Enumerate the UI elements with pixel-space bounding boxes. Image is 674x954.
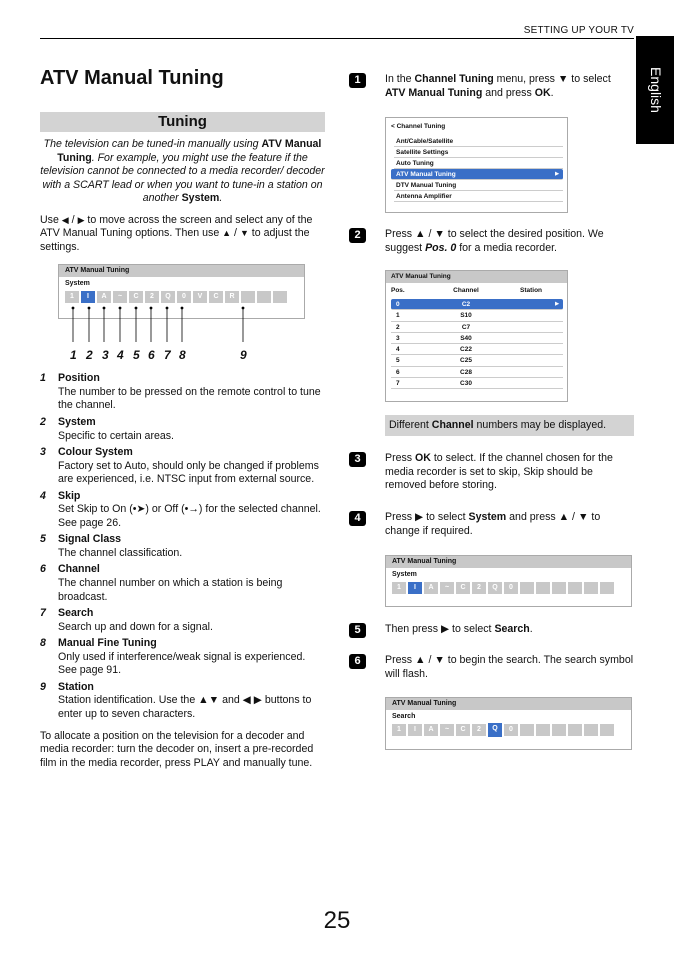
osd-cell: A xyxy=(424,724,438,736)
table-row[interactable]: 1 S10 xyxy=(391,310,563,321)
item-desc: Specific to certain areas. xyxy=(58,429,174,442)
item-desc: Factory set to Auto, should only be changed if problems are experienced, i.e. NTSC input from external source. xyxy=(58,459,319,486)
table-row[interactable]: 0 C2 ▶ xyxy=(391,299,563,310)
step-5 xyxy=(349,623,634,637)
item-title: Channel xyxy=(58,563,100,576)
callout-number: 3 xyxy=(102,348,109,363)
osd-cell xyxy=(552,582,566,594)
item-title: System xyxy=(58,416,96,429)
osd-cell: ~ xyxy=(113,291,127,303)
list-item xyxy=(40,563,325,604)
position-table xyxy=(385,270,568,402)
osd-cell xyxy=(536,724,550,736)
list-item xyxy=(40,637,325,678)
table-row[interactable]: 3 S40 xyxy=(391,333,563,344)
item-number: 3 xyxy=(40,446,46,459)
item-desc: Station identification. Use the ▲▼ and ◀ ▶ buttons to enter up to seven characters. xyxy=(58,694,312,720)
osd-cell: V xyxy=(193,291,207,303)
item-title: Position xyxy=(58,372,100,385)
intro-paragraph: The television can be tuned-in manually using ATV Manual Tuning. For example, you might use the feature if the television cannot be connected to a media recorder/ decoder with a SCART lead or when you want to tune-in a station on another System. xyxy=(40,138,325,205)
osd-system xyxy=(385,555,632,607)
step-2 xyxy=(349,228,634,255)
step-text: Press OK to select. If the channel chosen for the media recorder is set to skip, Skip should be removed before storing. xyxy=(385,452,613,492)
osd-cell: C xyxy=(209,291,223,303)
osd-cell: I xyxy=(408,724,422,736)
step-badge: 4 xyxy=(349,511,366,526)
osd-cell: R xyxy=(225,291,239,303)
step-1 xyxy=(349,73,634,100)
table-row[interactable]: 7 C30 xyxy=(391,378,563,389)
item-number: 1 xyxy=(40,372,46,385)
page-title: ATV Manual Tuning xyxy=(40,67,224,89)
header-section: SETTING UP YOUR TV xyxy=(523,25,634,36)
osd-cell: Q xyxy=(488,723,502,737)
step-badge: 5 xyxy=(349,623,366,638)
item-number: 2 xyxy=(40,416,46,429)
step-4 xyxy=(349,511,634,538)
osd-cell: 0 xyxy=(504,724,518,736)
up-arrow-icon: ▲ xyxy=(222,228,232,239)
callout-number: 7 xyxy=(164,348,171,363)
section-title: Tuning xyxy=(40,112,325,132)
item-number: 9 xyxy=(40,680,46,693)
step-text: In the Channel Tuning menu, press ▼ to select ATV Manual Tuning and press OK. xyxy=(385,73,611,99)
osd-cell: A xyxy=(97,291,111,303)
osd-cell: Q xyxy=(161,291,175,303)
osd-cell xyxy=(520,724,534,736)
table-title: ATV Manual Tuning xyxy=(386,271,567,283)
osd-label: System xyxy=(65,280,90,288)
callout-number: 1 xyxy=(70,348,77,363)
osd-cell: A xyxy=(424,582,438,594)
osd-cell xyxy=(584,724,598,736)
osd-cell xyxy=(536,582,550,594)
osd-search xyxy=(385,697,632,750)
use-paragraph: Use ◀ / ▶ to move across the screen and select any of the ATV Manual Tuning options. Then use ▲ / ▼ to adjust the settings. xyxy=(40,213,313,253)
osd-cell: 1 xyxy=(65,291,79,303)
language-tab xyxy=(636,36,674,144)
left-column xyxy=(40,66,325,770)
item-title: Search xyxy=(58,607,94,620)
channel-note: Different Channel numbers may be displayed. xyxy=(385,415,634,436)
osd-cell: 0 xyxy=(177,291,191,303)
osd-title: ATV Manual Tuning xyxy=(59,265,304,277)
osd-cell: 1 xyxy=(392,724,406,736)
item-title: Station xyxy=(58,680,94,693)
step-3 xyxy=(349,452,634,493)
callout-diagram xyxy=(40,264,325,363)
table-header: Pos. Channel Station xyxy=(391,287,543,294)
footer-paragraph: To allocate a position on the television for a decoder and media recorder: turn the decoder on, insert a pre-recorded film in the media recorder, press PLAY and manually tune. xyxy=(40,729,314,769)
language-label: English xyxy=(647,67,664,113)
osd-cell: C xyxy=(456,724,470,736)
list-item xyxy=(40,372,325,413)
list-item xyxy=(40,607,325,634)
osd-cells xyxy=(386,724,631,737)
menu-item[interactable]: ATV Manual Tuning ▶ xyxy=(391,169,563,180)
step-text: Press ▲ / ▼ to select the desired position. We suggest Pos. 0 for a media recorder. xyxy=(385,228,604,254)
list-item xyxy=(40,681,325,722)
item-desc: Only used if interference/weak signal is experienced. See page 91. xyxy=(58,650,306,677)
menu-item[interactable]: Auto Tuning xyxy=(394,158,563,169)
item-title: Colour System xyxy=(58,446,133,459)
menu-item[interactable]: Ant/Cable/Satellite xyxy=(394,136,563,147)
osd-cell: ~ xyxy=(440,582,454,594)
channel-tuning-menu xyxy=(385,117,568,213)
osd-cell: I xyxy=(408,582,422,594)
item-title: Manual Fine Tuning xyxy=(58,637,157,650)
page-number: 25 xyxy=(323,907,351,934)
callout-numbers xyxy=(40,348,325,362)
osd-title: ATV Manual Tuning xyxy=(386,698,631,710)
item-desc: The number to be pressed on the remote control to tune the channel. xyxy=(58,385,321,412)
osd-cell xyxy=(552,724,566,736)
callout-number: 6 xyxy=(148,348,155,363)
list-item xyxy=(40,416,325,443)
step-text: Press ▶ to select System and press ▲ / ▼ to change if required. xyxy=(385,511,601,537)
osd-cell xyxy=(584,582,598,594)
down-arrow-icon: ▼ xyxy=(239,228,249,239)
step-badge: 1 xyxy=(349,73,366,88)
osd-cell: ~ xyxy=(440,724,454,736)
osd-title: ATV Manual Tuning xyxy=(386,556,631,568)
item-title: Signal Class xyxy=(58,533,121,546)
item-number: 4 xyxy=(40,489,46,502)
osd-cell: C xyxy=(129,291,143,303)
menu-title: < Channel Tuning xyxy=(391,123,446,130)
right-arrow-icon: ▶ xyxy=(77,214,85,225)
callout-number: 5 xyxy=(133,348,140,363)
osd-cell xyxy=(520,582,534,594)
item-number: 8 xyxy=(40,637,46,650)
item-number: 6 xyxy=(40,563,46,576)
callout-lines xyxy=(40,264,325,360)
osd-cell: 2 xyxy=(472,582,486,594)
item-desc: The channel number on which a station is being broadcast. xyxy=(58,577,283,603)
item-list xyxy=(40,372,325,721)
menu-item[interactable]: DTV Manual Tuning xyxy=(394,180,563,191)
item-desc: Set Skip to On (•➤) or Off (•→) for the selected channel. See page 26. xyxy=(58,503,321,529)
callout-number: 9 xyxy=(240,348,247,363)
osd-cell: C xyxy=(456,582,470,594)
item-number: 7 xyxy=(40,607,46,620)
osd-label: System xyxy=(392,571,417,578)
osd-cells xyxy=(386,582,631,594)
osd-label: Search xyxy=(392,713,416,720)
osd-cell: 2 xyxy=(472,724,486,736)
osd-cell xyxy=(568,582,582,594)
callout-number: 8 xyxy=(179,348,186,363)
table-row[interactable]: 4 C22 xyxy=(391,344,563,355)
table-row[interactable]: 5 C25 xyxy=(391,355,563,366)
osd-cell xyxy=(600,724,614,736)
list-item xyxy=(40,533,325,560)
callout-number: 4 xyxy=(117,348,124,363)
menu-item[interactable]: Satellite Settings xyxy=(394,147,563,158)
step-badge: 2 xyxy=(349,228,366,243)
osd-cell: I xyxy=(81,291,95,303)
step-text: Then press ▶ to select Search. xyxy=(385,623,533,635)
step-text: Press ▲ / ▼ to begin the search. The search symbol will flash. xyxy=(385,654,634,680)
item-desc: Search up and down for a signal. xyxy=(58,620,213,633)
step-6 xyxy=(349,654,634,681)
table-row[interactable]: 6 C28 xyxy=(391,367,563,378)
table-row[interactable]: 2 C7 xyxy=(391,322,563,333)
osd-cell: Q xyxy=(488,582,502,594)
page-header xyxy=(40,25,634,39)
left-arrow-icon: ◀ xyxy=(61,214,69,225)
osd-cell xyxy=(600,582,614,594)
osd-cell xyxy=(568,724,582,736)
osd-cell: 2 xyxy=(145,291,159,303)
menu-item[interactable]: Antenna Amplifier xyxy=(394,191,563,202)
list-item xyxy=(40,446,325,487)
step-badge: 3 xyxy=(349,452,366,467)
item-number: 5 xyxy=(40,533,46,546)
osd-cell: 1 xyxy=(392,582,406,594)
step-badge: 6 xyxy=(349,654,366,669)
item-desc: The channel classification. xyxy=(58,546,183,559)
item-title: Skip xyxy=(58,489,81,502)
list-item xyxy=(40,490,325,531)
callout-number: 2 xyxy=(86,348,93,363)
osd-cell: 0 xyxy=(504,582,518,594)
